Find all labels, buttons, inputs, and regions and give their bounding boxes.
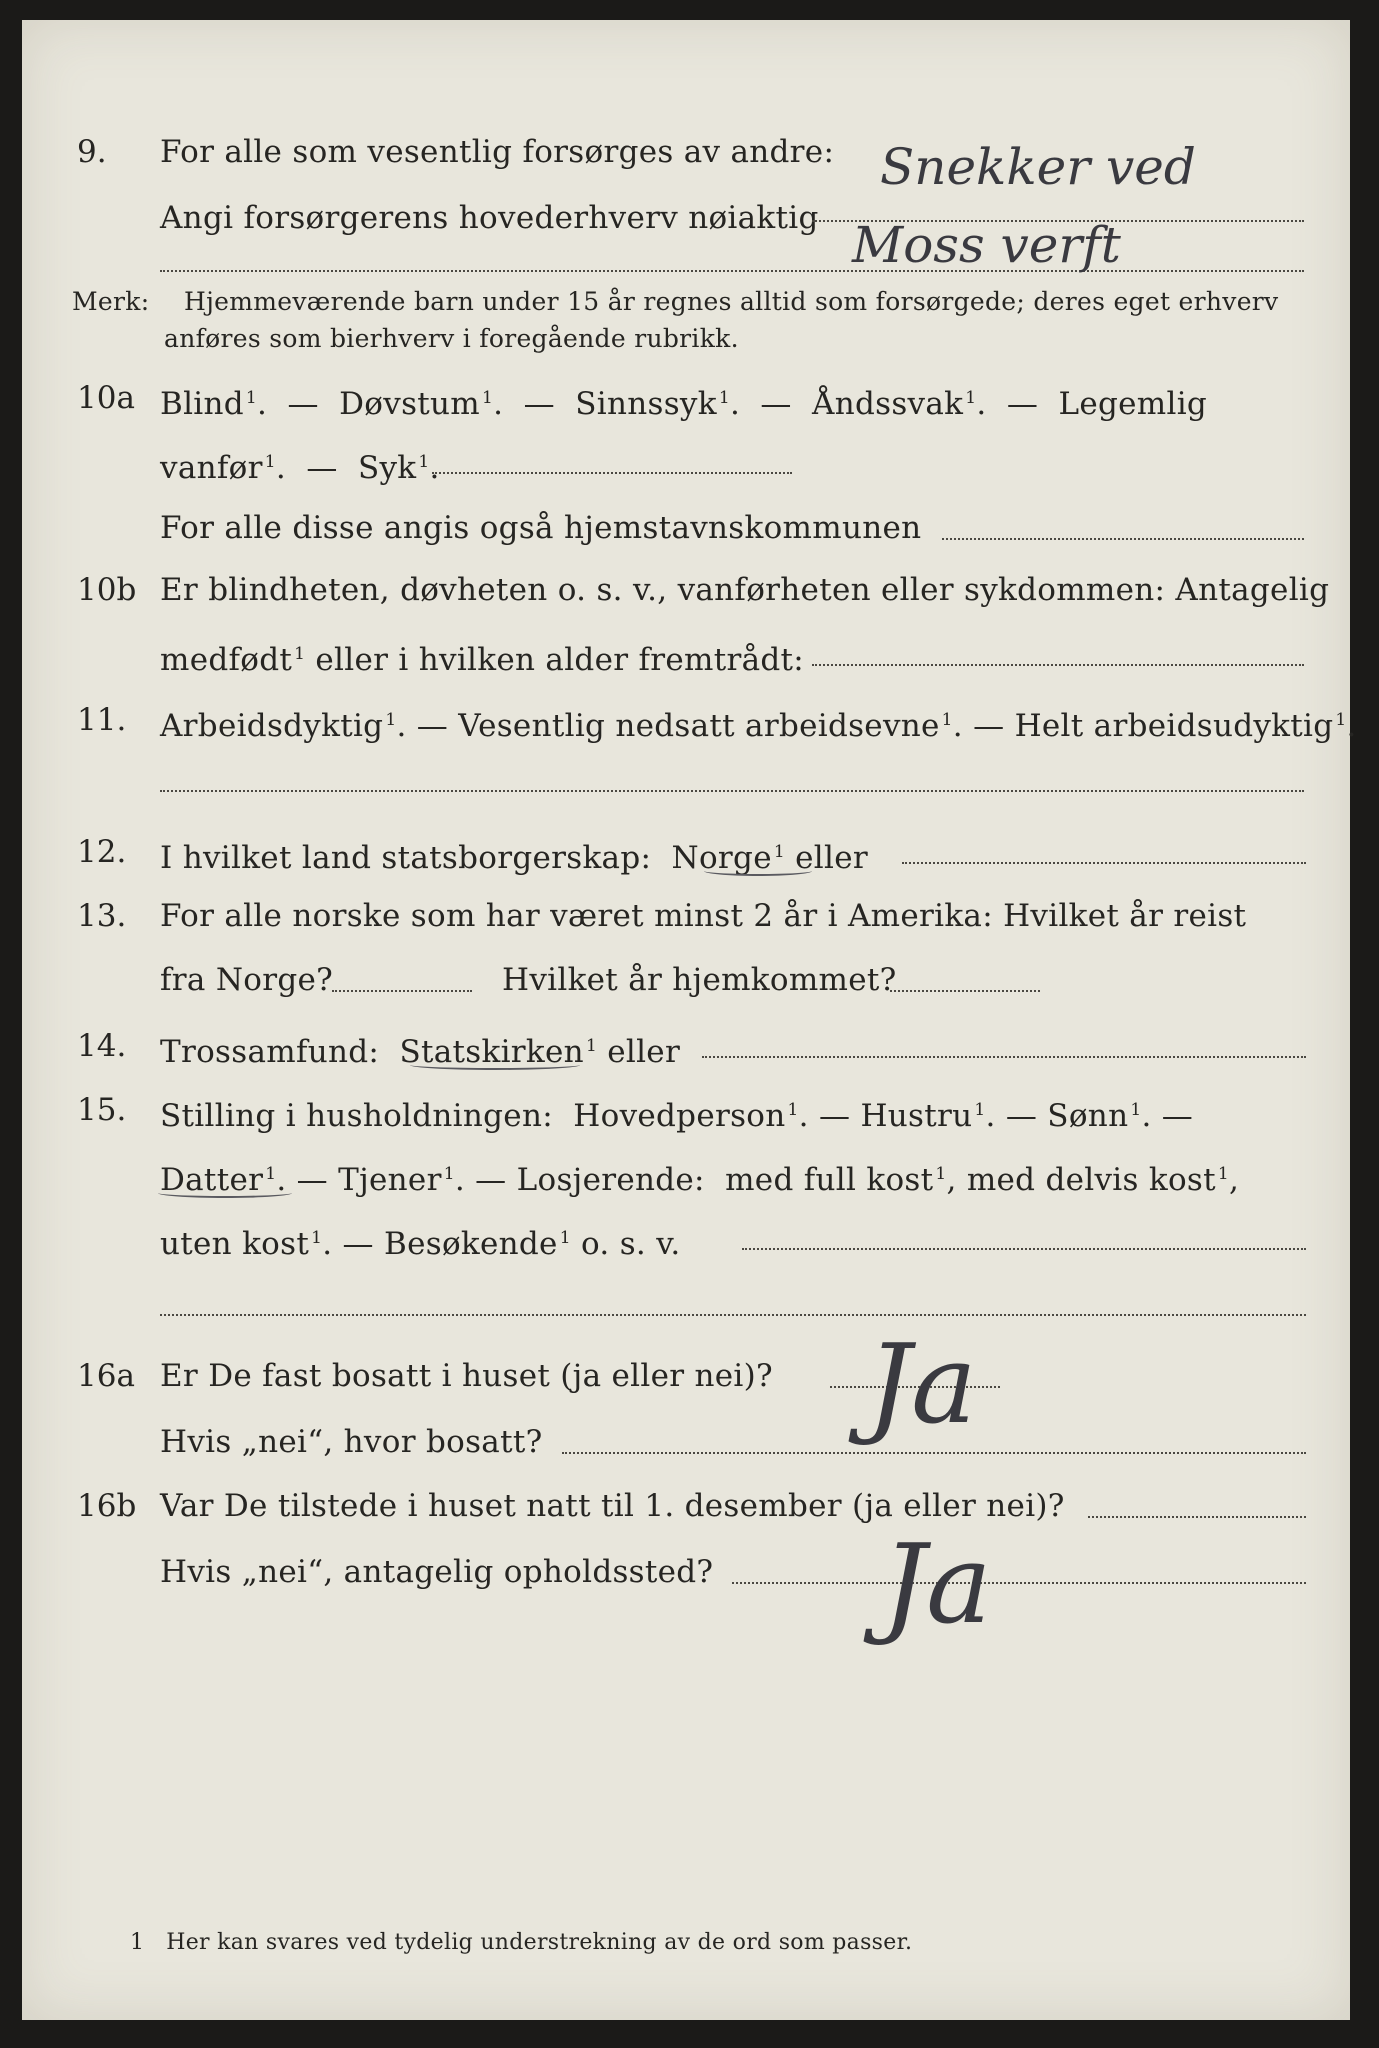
q11-line: Arbeidsdyktig $^1$. — Vesentlig nedsatt arbeidsevne $^1$. — Helt arbeidsudyktig $^1$. [160,708,1357,744]
q10b-line1: Er blindheten, døvheten o. s. v., vanførheten eller sykdommen: Antagelig [160,572,1330,608]
q16b-dotted-line [1088,1516,1306,1518]
q10b-line2: medfødt $^1$ eller i hvilken alder fremtrådt: [160,642,805,678]
footnote [130,1928,912,1958]
footnote-mark: 1 [130,1930,145,1955]
q13-dotted-line-1 [332,990,472,992]
q10b-number: 10b [77,572,137,608]
q16a-line2: Hvis „nei“, hvor bosatt? [160,1424,543,1460]
q10a-dotted-line-2 [942,538,1304,540]
q15-dotted-line [742,1248,1306,1250]
merk-line2: anføres som bierhverv i foregående rubrikk. [164,324,739,353]
q10a-number: 10a [77,380,135,416]
q12-line: I hvilket land statsborgerskap: Norge $^1$ eller [160,840,868,876]
q13-number: 13. [77,898,127,934]
opt-syk: Syk [357,450,417,486]
q15-handwritten-underline [158,1188,292,1198]
merk-label: Merk: [72,287,150,316]
q16b-handwritten-answer: Ja [882,1520,992,1648]
q10a-line1: Blind $^1$. — Døvstum $^1$. — Sinnssyk $^1$. — Åndssvak $^1$. — Legemlig [160,386,1208,422]
q9-number: 9. [77,134,107,170]
opt-sinnssyk: Sinnssyk [575,386,717,422]
q12-number: 12. [77,834,127,870]
q14-number: 14. [77,1028,127,1064]
q13-dotted-line-2 [890,990,1040,992]
q16b-line1: Var De tilstede i huset natt til 1. desember (ja eller nei)? [160,1488,1065,1524]
q9-handwritten-answer-1: Snekker ved [880,138,1196,196]
q15-line3: uten kost $^1$. — Besøkende $^1$ o. s. v. [160,1226,681,1262]
q10b-dotted-line [812,664,1304,666]
opt-andssvak: Åndssvak [812,386,964,422]
q9-line2: Angi forsørgerens hovederhverv nøiaktig [160,200,819,236]
opt-blind: Blind [160,386,244,422]
opt-dovstum: Døvstum [339,386,480,422]
q11-number: 11. [77,702,127,738]
q12-dotted-line [902,862,1306,864]
footnote-text: Her kan svares ved tydelig understrekning av de ord som passer. [166,1930,913,1955]
opt-legemlig: Legemlig [1058,386,1208,422]
q13-hjem: Hvilket år hjemkommet? [502,962,897,998]
q15-datter: Datter [160,1162,264,1198]
q16b-line2: Hvis „nei“, antagelig opholdssted? [160,1554,714,1590]
census-form-page [22,20,1357,2020]
q10a-line3: For alle disse angis også hjemstavnskommunen [160,510,922,546]
q9-line1: For alle som vesentlig forsørges av andre: [160,134,835,170]
q14-line: Trossamfund: Statskirken $^1$ eller [160,1034,681,1070]
q16a-dotted-line-2 [562,1452,1306,1454]
q12-norge: Norge [671,840,772,876]
q16a-handwritten-answer: Ja [867,1320,977,1448]
q16b-dotted-line-2 [732,1582,1306,1584]
q9-handwritten-answer-2: Moss verft [852,216,1121,274]
q12-handwritten-underline [704,866,812,876]
q14-statskirken: Statskirken [399,1034,584,1070]
q14-handwritten-underline [410,1060,580,1070]
q14-dotted-line [702,1056,1306,1058]
merk-line1: Hjemmeværende barn under 15 år regnes alltid som forsørgede; deres eget erhverv [184,287,1279,316]
q13-line1: For alle norske som har været minst 2 år i Amerika: Hvilket år reist [160,898,1247,934]
q11-dotted-line [160,790,1304,792]
q13-fra: fra Norge? [160,962,334,998]
q15-line1: Stilling i husholdningen: Hovedperson $^1$. — Hustru $^1$. — Sønn $^1$. — [160,1098,1194,1134]
q10a-line2: vanfør $^1$. — Syk $^1$. [160,450,440,486]
q16a-line1: Er De fast bosatt i huset (ja eller nei)? [160,1358,773,1394]
opt-vanfor: vanfør [160,450,263,486]
q16a-number: 16a [77,1358,135,1394]
q15-number: 15. [77,1092,127,1128]
q16b-number: 16b [77,1488,137,1524]
q10a-dotted-line [432,472,792,474]
q15-line2: Datter $^1$. — Tjener $^1$. — Losjerende: med full kost $^1$, med delvis kost $^1$, [160,1162,1240,1198]
q9-dotted-line-2 [160,270,1304,272]
q15-dotted-line-2 [160,1314,1306,1316]
